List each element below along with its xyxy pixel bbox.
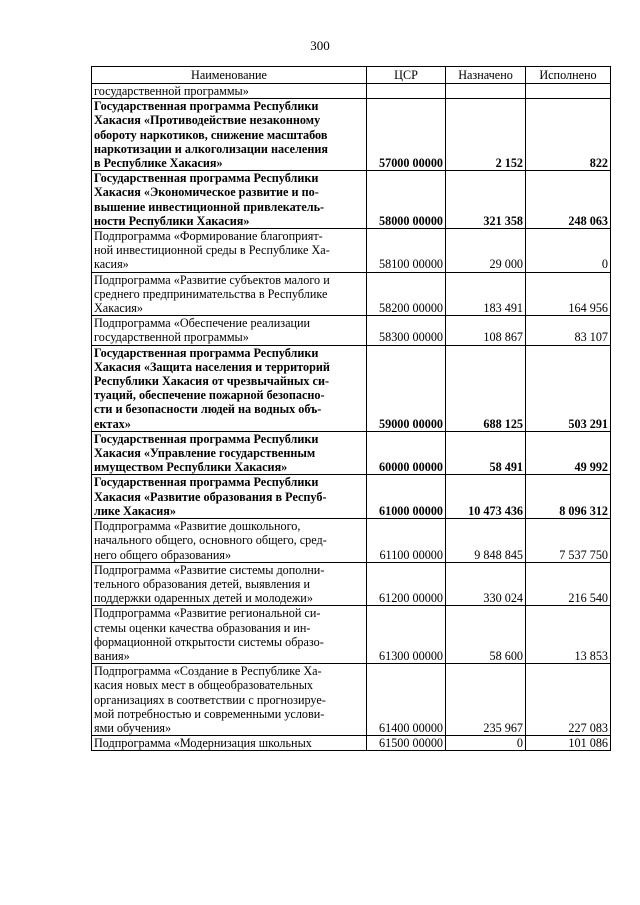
row-name	[92, 171, 367, 229]
table-row	[92, 736, 611, 751]
row-name-line: тельного образования детей, выявления и	[94, 576, 310, 591]
row-name-line: Государственная программа Республики	[94, 475, 319, 490]
table-row	[92, 229, 611, 273]
table-row	[92, 431, 611, 475]
table-body	[92, 84, 611, 751]
budget-table	[91, 66, 611, 751]
row-assigned: 0	[446, 736, 526, 751]
row-executed: 0	[526, 229, 611, 273]
row-name-line: Государственная программа Республики	[94, 171, 319, 186]
table-row	[92, 272, 611, 316]
header-assigned: Назначено	[446, 67, 526, 84]
row-name	[92, 345, 367, 431]
table-row	[92, 606, 611, 664]
row-name-line: Государственная программа Республики	[94, 431, 319, 446]
row-name-line: Подпрограмма «Развитие региональной си-	[94, 606, 321, 621]
row-assigned: 321 358	[446, 171, 526, 229]
row-executed: 13 853	[526, 606, 611, 664]
row-name-line: касия»	[94, 257, 129, 272]
row-name-line: Хакасия «Противодействие незаконному	[94, 113, 321, 128]
row-name-line: лике Хакасия»	[94, 503, 176, 518]
row-name-line: Подпрограмма «Развитие субъектов малого и	[94, 272, 330, 287]
row-executed: 227 083	[526, 664, 611, 736]
row-code: 57000 00000	[367, 99, 446, 171]
row-name	[92, 519, 367, 563]
row-executed: 164 956	[526, 272, 611, 316]
row-name	[92, 736, 367, 751]
row-executed: 248 063	[526, 171, 611, 229]
row-code: 61100 00000	[367, 519, 446, 563]
row-name-line: стемы оценки качества образования и ин-	[94, 620, 311, 635]
row-name-line: поддержки одаренных детей и молодежи»	[94, 591, 313, 606]
row-assigned: 58 491	[446, 431, 526, 475]
row-name-line: вания»	[94, 648, 130, 663]
row-name-line: Хакасия «Защита населения и территорий	[94, 359, 330, 374]
row-code: 59000 00000	[367, 345, 446, 431]
row-code: 58200 00000	[367, 272, 446, 316]
row-name-line: Хакасия «Экономическое развитие и по-	[94, 185, 319, 200]
row-name	[92, 431, 367, 475]
row-assigned: 10 473 436	[446, 475, 526, 519]
row-name-line: касия новых мест в общеобразовательных	[94, 678, 314, 693]
row-name-line: Подпрограмма «Создание в Республике Ха-	[94, 664, 322, 679]
row-assigned: 183 491	[446, 272, 526, 316]
row-code: 61400 00000	[367, 664, 446, 736]
table-row	[92, 562, 611, 606]
header-executed: Исполнено	[526, 67, 611, 84]
row-name-line: Хакасия «Развитие образования в Респуб-	[94, 489, 327, 504]
row-name	[92, 84, 367, 99]
row-name-line: мой потребностью и современными услови-	[94, 706, 325, 721]
row-name	[92, 316, 367, 345]
table-header-row	[92, 67, 611, 84]
row-name	[92, 272, 367, 316]
row-code	[367, 84, 446, 99]
row-name	[92, 562, 367, 606]
row-name-line: вышение инвестиционной привлекатель-	[94, 199, 325, 214]
row-executed: 101 086	[526, 736, 611, 751]
row-executed: 83 107	[526, 316, 611, 345]
row-assigned: 108 867	[446, 316, 526, 345]
row-executed: 8 096 312	[526, 475, 611, 519]
row-assigned: 29 000	[446, 229, 526, 273]
row-name-line: Подпрограмма «Модернизация школьных	[94, 736, 312, 751]
row-executed: 503 291	[526, 345, 611, 431]
row-code: 61300 00000	[367, 606, 446, 664]
row-name	[92, 606, 367, 664]
table-row	[92, 84, 611, 99]
row-name-line: ной инвестиционной среды в Республике Ха-	[94, 243, 330, 258]
row-code: 61200 00000	[367, 562, 446, 606]
row-name-line: начального общего, основного общего, сред-	[94, 533, 327, 548]
table-row	[92, 345, 611, 431]
row-executed	[526, 84, 611, 99]
table-row	[92, 519, 611, 563]
table-row	[92, 316, 611, 345]
row-name-line: Хакасия»	[94, 301, 143, 316]
row-name-line: Государственная программа Республики	[94, 345, 319, 360]
row-name-line: Республики Хакасия от чрезвычайных си-	[94, 374, 330, 389]
row-name	[92, 475, 367, 519]
row-name-line: ности Республики Хакасия»	[94, 213, 250, 228]
table-row	[92, 664, 611, 736]
row-code: 58300 00000	[367, 316, 446, 345]
row-name	[92, 664, 367, 736]
row-name-line: в Республике Хакасия»	[94, 156, 223, 171]
row-assigned	[446, 84, 526, 99]
row-assigned: 688 125	[446, 345, 526, 431]
row-assigned: 330 024	[446, 562, 526, 606]
table-row	[92, 171, 611, 229]
row-executed: 7 537 750	[526, 519, 611, 563]
row-name-line: него общего образования»	[94, 547, 232, 562]
row-executed: 216 540	[526, 562, 611, 606]
row-code: 61500 00000	[367, 736, 446, 751]
row-name-line: сти и безопасности людей на водных объ-	[94, 402, 322, 417]
table-row	[92, 475, 611, 519]
row-name-line: Подпрограмма «Обеспечение реализации	[94, 316, 311, 331]
row-code: 61000 00000	[367, 475, 446, 519]
row-name-line: ями обучения»	[94, 720, 172, 735]
row-name-line: среднего предпринимательства в Республике	[94, 286, 328, 301]
row-code: 58000 00000	[367, 171, 446, 229]
row-code: 60000 00000	[367, 431, 446, 475]
row-name-line: формационной открытости системы образо-	[94, 634, 324, 649]
row-name-line: Хакасия «Управление государственным	[94, 446, 316, 461]
row-name-line: организациях в соответствии с прогнозируе-	[94, 692, 326, 707]
row-assigned: 58 600	[446, 606, 526, 664]
row-name-line: Государственная программа Республики	[94, 99, 319, 114]
row-name-line: обороту наркотиков, снижение масштабов	[94, 127, 328, 142]
row-name-line: наркотизации и алкоголизации населения	[94, 141, 328, 156]
row-name-line: Подпрограмма «Развитие системы дополни-	[94, 562, 325, 577]
header-name: Наименование	[92, 67, 367, 84]
row-assigned: 235 967	[446, 664, 526, 736]
row-name-line: государственной программы»	[94, 84, 249, 98]
row-assigned: 9 848 845	[446, 519, 526, 563]
row-name	[92, 99, 367, 171]
page-number: 300	[310, 38, 330, 53]
row-name	[92, 229, 367, 273]
row-name-line: ектах»	[94, 416, 131, 431]
row-executed: 822	[526, 99, 611, 171]
row-name-line: Подпрограмма «Формирование благоприят-	[94, 229, 323, 244]
row-name-line: имуществом Республики Хакасия»	[94, 460, 288, 475]
row-code: 58100 00000	[367, 229, 446, 273]
row-name-line: государственной программы»	[94, 330, 249, 345]
table-row	[92, 99, 611, 171]
header-csr: ЦСР	[367, 67, 446, 84]
row-assigned: 2 152	[446, 99, 526, 171]
row-executed: 49 992	[526, 431, 611, 475]
row-name-line: туаций, обеспечение пожарной безопасно-	[94, 388, 325, 403]
row-name-line: Подпрограмма «Развитие дошкольного,	[94, 519, 301, 534]
